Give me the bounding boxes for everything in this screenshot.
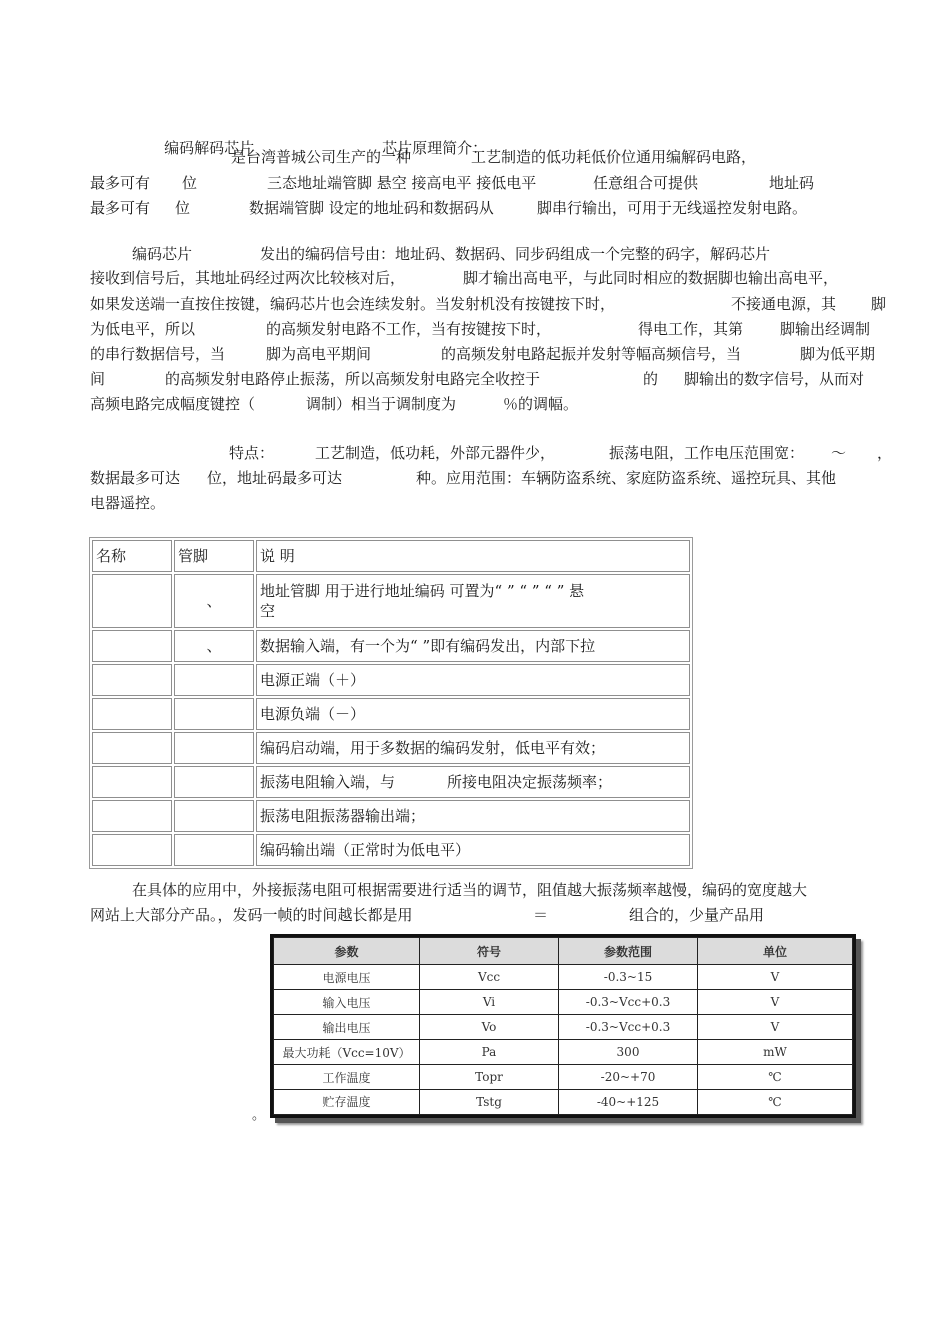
intro-line3b: 位 <box>175 199 191 217</box>
table-row <box>92 800 690 832</box>
p2-line1a: 编码芯片 <box>132 245 193 263</box>
param-header-param: 参数 <box>274 938 420 965</box>
p2-line6a: 间 <box>90 370 106 388</box>
cell-desc: 振荡电阻振荡器输出端； <box>256 800 690 832</box>
p2-line7a: 高频电路完成幅度键控（ <box>90 395 256 413</box>
features-line1c: 振荡电阻，工作电压范围宽： <box>609 444 805 462</box>
p2-line6d: 脚输出的数字信号，从而对 <box>684 370 865 388</box>
p2-line6b: 的高频发射电路停止振荡，所以高频发射电路完全收控于 <box>165 370 541 388</box>
param-cell: 电源电压 <box>274 965 420 990</box>
p4-line1: 在具体的应用中，外接振荡电阻可根据需要进行适当的调节，阻值越大振荡频率越慢，编码的宽度越大 <box>132 881 808 899</box>
intro-line2a: 最多可有 <box>90 174 151 192</box>
param-cell: V <box>698 1015 853 1040</box>
param-cell: -40~+125 <box>559 1089 698 1114</box>
param-cell: Vcc <box>420 965 559 990</box>
intro-line3c: 数据端管脚 设定的地址码和数据码从 <box>249 199 494 217</box>
cell-desc: 电源正端（＋） <box>256 664 690 696</box>
intro-line1b: 工艺制造的低功耗低价位通用编解码电路， <box>471 148 757 166</box>
features-line1d: ～ <box>831 444 847 462</box>
param-cell: 输出电压 <box>274 1015 420 1040</box>
features-line2b: 位，地址码最多可达 <box>207 469 343 487</box>
pin-table <box>89 537 693 869</box>
intro-line2c: 三态地址端管脚 悬空 接高电平 接低电平 <box>267 174 537 192</box>
param-header-range: 参数范围 <box>559 938 698 965</box>
cell-pin: 、 <box>174 630 254 662</box>
p2-line3a: 如果发送端一直按住按键，编码芯片也会连续发射。当发射机没有按键按下时， <box>90 295 616 313</box>
table-row <box>274 990 853 1015</box>
param-cell: -0.3~15 <box>559 965 698 990</box>
cell-name <box>92 698 172 730</box>
title-part1: 编码解码芯片 <box>164 139 255 157</box>
cell-pin <box>174 766 254 798</box>
features-line1a: 特点： <box>229 444 275 462</box>
param-header-row <box>274 938 853 965</box>
p2-line5d: 脚为低平期 <box>800 345 876 363</box>
table-row <box>92 732 690 764</box>
p4-line2a: 网站上大部分产品。，发码一帧的时间越长都是用 <box>90 906 413 924</box>
intro-line1a: 是台湾普城公司生产的一种 <box>231 148 412 166</box>
cell-pin <box>174 834 254 866</box>
intro-line2b: 位 <box>182 174 198 192</box>
table-row <box>92 698 690 730</box>
param-cell: 输入电压 <box>274 990 420 1015</box>
table-row <box>92 630 690 662</box>
param-cell: -0.3~Vcc+0.3 <box>559 1015 698 1040</box>
param-cell: ℃ <box>698 1065 853 1090</box>
table-row <box>274 1089 853 1114</box>
param-cell: Topr <box>420 1065 559 1090</box>
p2-line3c: 脚 <box>871 295 887 313</box>
table-row <box>274 1015 853 1040</box>
cell-desc: 编码启动端，用于多数据的编码发射，低电平有效； <box>256 732 690 764</box>
p2-line4a: 为低电平，所以 <box>90 320 196 338</box>
cell-desc-line1: 地址管脚 用于进行地址编码 可置为“ ” “ ” “ ” 悬 <box>260 582 585 600</box>
cell-desc: 数据输入端，有一个为“ ”即有编码发出，内部下拉 <box>256 630 690 662</box>
param-cell: ℃ <box>698 1089 853 1114</box>
cell-desc-line2: 空 <box>260 602 276 620</box>
cell-name <box>92 800 172 832</box>
p2-line5a: 的串行数据信号，当 <box>90 345 226 363</box>
table-row <box>274 1065 853 1090</box>
p2-line7b: 调制）相当于调制度为 <box>306 395 457 413</box>
parameter-table <box>273 937 853 1115</box>
cell-name <box>92 574 172 628</box>
param-cell: -20~+70 <box>559 1065 698 1090</box>
table-row <box>92 766 690 798</box>
cell-name <box>92 630 172 662</box>
p2-line5b: 脚为高电平期间 <box>266 345 372 363</box>
title-part2: 芯片原理简介： <box>382 139 488 157</box>
intro-line3a: 最多可有 <box>90 199 151 217</box>
cell-desc: 电源负端（－） <box>256 698 690 730</box>
features-line1b: 工艺制造，低功耗，外部元器件少， <box>315 444 556 462</box>
cell-pin <box>174 698 254 730</box>
table-row <box>274 1040 853 1065</box>
pin-table-header <box>92 540 690 572</box>
p2-line4c: 得电工作，其第 <box>638 320 744 338</box>
cell-name <box>92 834 172 866</box>
param-cell: mW <box>698 1040 853 1065</box>
p2-line2b: 脚才输出高电平，与此同时相应的数据脚也输出高电平， <box>463 269 839 287</box>
p2-line4d: 脚输出经调制 <box>780 320 871 338</box>
p2-line6c: 的 <box>643 370 659 388</box>
param-cell: Pa <box>420 1040 559 1065</box>
param-header-unit: 单位 <box>698 938 853 965</box>
features-line3: 电器遥控。 <box>90 494 166 512</box>
cell-pin <box>174 664 254 696</box>
param-cell: Vo <box>420 1015 559 1040</box>
features-line2a: 数据最多可达 <box>90 469 181 487</box>
p2-line4b: 的高频发射电路不工作，当有按键按下时， <box>266 320 552 338</box>
p4-line2c: 组合的，少量产品用 <box>629 906 765 924</box>
param-cell: 贮存温度 <box>274 1089 420 1114</box>
p4-line2b: ＝ <box>533 906 549 924</box>
param-cell: 工作温度 <box>274 1065 420 1090</box>
param-cell: Tstg <box>420 1089 559 1114</box>
cell-pin <box>174 732 254 764</box>
param-cell: Vi <box>420 990 559 1015</box>
cell-name <box>92 766 172 798</box>
intro-line3d: 脚串行输出，可用于无线遥控发射电路。 <box>537 199 808 217</box>
param-cell: 最大功耗（Vcc=10V） <box>274 1040 420 1065</box>
param-cell: 300 <box>559 1040 698 1065</box>
cell-desc: 编码输出端（正常时为低电平） <box>256 834 690 866</box>
features-line2c: 种。应用范围：车辆防盗系统、家庭防盗系统、遥控玩具、其他 <box>416 469 837 487</box>
trailing-period: 。 <box>252 1108 266 1123</box>
features-line1e: ， <box>877 444 893 462</box>
header-desc: 说 明 <box>256 540 690 572</box>
parameter-table-image <box>270 934 856 1118</box>
table-row <box>274 965 853 990</box>
intro-line2d: 任意组合可提供 <box>593 174 699 192</box>
cell-desc <box>256 574 690 628</box>
intro-line2e: 地址码 <box>769 174 815 192</box>
table-row <box>92 834 690 866</box>
p2-line2a: 接收到信号后，其地址码经过两次比较核对后， <box>90 269 406 287</box>
cell-desc <box>256 766 690 798</box>
table-row <box>92 574 690 628</box>
param-cell: V <box>698 965 853 990</box>
p2-line1b: 发出的编码信号由：地址码、数据码、同步码组成一个完整的码字，解码芯片 <box>260 245 771 263</box>
cell-desc-part2: 所接电阻决定振荡频率； <box>447 773 613 791</box>
table-row <box>92 664 690 696</box>
cell-name <box>92 732 172 764</box>
cell-desc-part1: 振荡电阻输入端，与 <box>260 773 396 791</box>
param-cell: -0.3~Vcc+0.3 <box>559 990 698 1015</box>
cell-pin <box>174 800 254 832</box>
header-name: 名称 <box>92 540 172 572</box>
header-pin: 管脚 <box>174 540 254 572</box>
p2-line7c: ％的调幅。 <box>503 395 579 413</box>
cell-name <box>92 664 172 696</box>
p2-line5c: 的高频发射电路起振并发射等幅高频信号，当 <box>441 345 742 363</box>
param-header-symbol: 符号 <box>420 938 559 965</box>
p2-line3b: 不接通电源，其 <box>731 295 837 313</box>
param-cell: V <box>698 990 853 1015</box>
cell-pin: 、 <box>174 574 254 628</box>
